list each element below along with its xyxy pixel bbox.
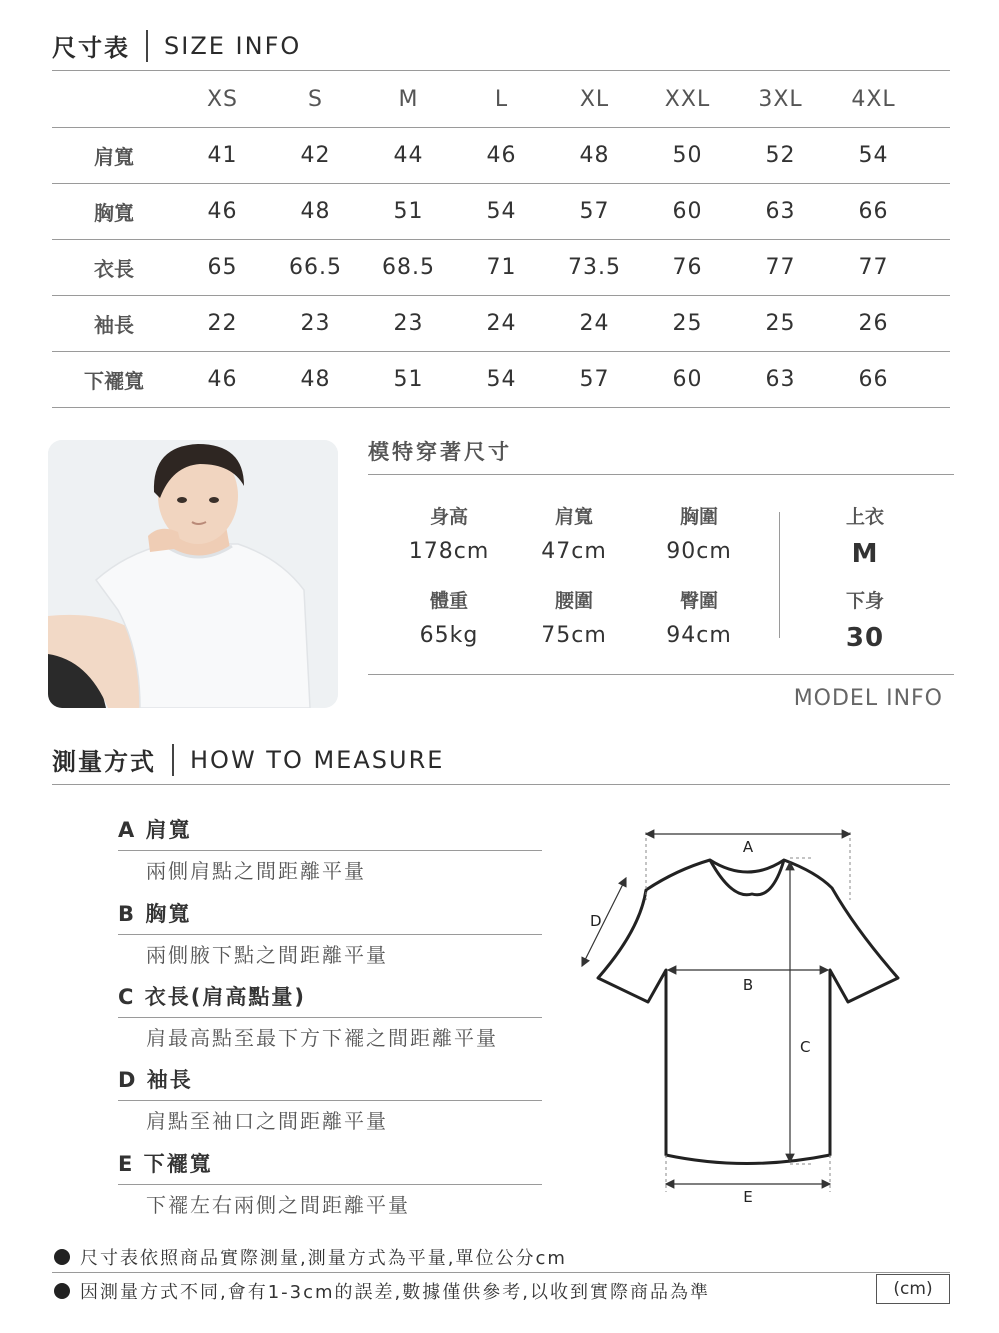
bullet-dot-icon <box>54 1283 70 1299</box>
table-cell: 68.5 <box>382 255 435 280</box>
table-cell: 24 <box>579 311 610 336</box>
label-b: B <box>742 976 754 994</box>
model-shoulder <box>509 502 639 564</box>
table-cell: 42 <box>300 143 331 168</box>
table-cell: 22 <box>207 311 238 336</box>
table-cell: 25 <box>672 311 703 336</box>
size-col-header: 3XL <box>758 87 803 112</box>
measure-item-desc: 兩側腋下點之間距離平量 <box>146 943 388 967</box>
size-info-title <box>52 28 301 63</box>
model-chest <box>634 502 764 564</box>
bottom-label: 下身 <box>845 590 884 612</box>
note-tolerance <box>54 1278 710 1304</box>
size-header-row <box>52 72 950 128</box>
table-cell: 46 <box>207 367 238 392</box>
measure-item-desc: 肩最高點至最下方下襬之間距離平量 <box>146 1026 498 1050</box>
table-cell: 57 <box>579 367 610 392</box>
model-illustration <box>48 440 338 708</box>
hip-value: 94cm <box>666 623 732 648</box>
chest-value: 90cm <box>666 539 732 564</box>
size-title-en: SIZE INFO <box>164 31 302 60</box>
size-col-header: 4XL <box>851 87 896 112</box>
label-c: C <box>800 1038 811 1056</box>
note-text: 尺寸表依照商品實際測量,測量方式為平量,單位公分cm <box>80 1248 567 1269</box>
size-title-zh: 尺寸表 <box>52 34 130 62</box>
measure-title-zh: 測量方式 <box>52 748 156 776</box>
measure-item-d <box>118 1064 542 1134</box>
row-label: 袖長 <box>94 313 134 337</box>
top-size-value: M <box>851 539 879 569</box>
model-divider <box>779 512 780 638</box>
table-cell: 24 <box>486 311 517 336</box>
label-a: A <box>742 838 754 856</box>
table-cell: 48 <box>300 367 331 392</box>
table-cell: 63 <box>765 367 796 392</box>
model-bottom-rule <box>368 674 954 675</box>
label-e: E <box>743 1188 753 1206</box>
measure-item-b <box>118 898 542 968</box>
size-col-header: XXL <box>664 87 711 112</box>
model-info-caption: MODEL INFO <box>793 686 943 711</box>
size-table <box>52 72 950 408</box>
table-cell: 66 <box>858 367 889 392</box>
table-cell: 41 <box>207 143 238 168</box>
model-photo <box>48 440 338 708</box>
table-cell: 71 <box>486 255 517 280</box>
note-text: 因測量方式不同,會有1-3cm的誤差,數據僅供參考,以收到實際商品為準 <box>80 1282 710 1303</box>
measure-item-head: C 衣長(肩高點量) <box>118 985 306 1009</box>
label-d: D <box>590 912 602 930</box>
size-col-header: S <box>308 87 323 112</box>
size-col-header: XL <box>579 87 610 112</box>
model-title-rule <box>368 474 954 475</box>
measure-item-rule <box>118 934 542 935</box>
measure-item-e <box>118 1148 542 1218</box>
table-cell: 77 <box>765 255 796 280</box>
table-cell: 52 <box>765 143 796 168</box>
table-cell: 44 <box>393 143 424 168</box>
table-cell: 26 <box>858 311 889 336</box>
table-cell: 25 <box>765 311 796 336</box>
table-cell: 66.5 <box>289 255 342 280</box>
how-to-measure-title <box>52 742 444 777</box>
measure-item-c <box>118 981 542 1051</box>
table-cell: 54 <box>858 143 889 168</box>
measure-item-head: B 胸寬 <box>118 902 192 926</box>
table-cell: 65 <box>207 255 238 280</box>
title-rule <box>52 70 950 71</box>
table-row <box>52 240 950 296</box>
measure-item-a <box>118 814 542 884</box>
table-cell: 66 <box>858 199 889 224</box>
table-cell: 48 <box>300 199 331 224</box>
waist-label: 腰圍 <box>554 590 593 612</box>
table-cell: 23 <box>393 311 424 336</box>
size-col-header: XS <box>206 87 239 112</box>
table-cell: 54 <box>486 199 517 224</box>
model-bottom-size <box>800 586 930 653</box>
model-hip <box>634 586 764 648</box>
row-label: 胸寬 <box>94 201 134 225</box>
model-waist <box>509 586 639 648</box>
row-label: 衣長 <box>94 257 134 281</box>
table-cell: 54 <box>486 367 517 392</box>
measure-title-rule <box>52 784 950 785</box>
row-label: 下襬寬 <box>84 369 144 393</box>
table-cell: 50 <box>672 143 703 168</box>
measure-item-desc: 兩側肩點之間距離平量 <box>146 859 366 883</box>
tshirt-diagram-icon <box>576 820 906 1210</box>
table-cell: 46 <box>207 199 238 224</box>
title-separator <box>146 30 148 62</box>
model-weight <box>384 586 514 648</box>
shoulder-value: 47cm <box>541 539 607 564</box>
title-separator <box>172 744 174 776</box>
table-cell: 77 <box>858 255 889 280</box>
table-cell: 60 <box>672 199 703 224</box>
height-value: 178cm <box>408 539 490 564</box>
hip-label: 臀圍 <box>679 590 718 612</box>
top-label: 上衣 <box>845 506 884 528</box>
measure-item-rule <box>118 850 542 851</box>
table-cell: 60 <box>672 367 703 392</box>
measure-item-rule <box>118 1184 542 1185</box>
bottom-size-value: 30 <box>845 623 885 653</box>
table-cell: 73.5 <box>568 255 621 280</box>
table-cell: 63 <box>765 199 796 224</box>
chest-label: 胸圍 <box>679 506 718 528</box>
measure-item-desc: 下襬左右兩側之間距離平量 <box>146 1193 410 1217</box>
shoulder-label: 肩寬 <box>554 506 593 528</box>
table-cell: 51 <box>393 199 424 224</box>
table-row <box>52 128 950 184</box>
table-cell: 23 <box>300 311 331 336</box>
waist-value: 75cm <box>541 623 607 648</box>
table-cell: 51 <box>393 367 424 392</box>
notes-rule <box>52 1272 950 1273</box>
measure-title-en: HOW TO MEASURE <box>190 745 445 774</box>
measure-item-head: D 袖長 <box>118 1068 193 1092</box>
size-col-header: L <box>494 87 509 112</box>
table-row <box>52 296 950 352</box>
measure-item-rule <box>118 1100 542 1101</box>
note-unit <box>54 1244 567 1270</box>
model-top-size <box>800 502 930 569</box>
bullet-dot-icon <box>54 1249 70 1265</box>
table-cell: 57 <box>579 199 610 224</box>
weight-label: 體重 <box>429 590 468 612</box>
table-row <box>52 352 950 408</box>
table-row <box>52 184 950 240</box>
measure-item-head: E 下襬寬 <box>118 1152 213 1176</box>
table-cell: 46 <box>486 143 517 168</box>
table-cell: 48 <box>579 143 610 168</box>
weight-value: 65kg <box>419 623 479 648</box>
table-cell: 76 <box>672 255 703 280</box>
model-info-title: 模特穿著尺寸 <box>368 440 512 464</box>
measure-item-head: A 肩寬 <box>118 818 192 842</box>
model-height <box>384 502 514 564</box>
size-col-header: M <box>398 87 419 112</box>
height-label: 身高 <box>429 506 468 528</box>
measure-item-rule <box>118 1017 542 1018</box>
measure-item-desc: 肩點至袖口之間距離平量 <box>146 1109 388 1133</box>
row-label: 肩寬 <box>94 145 134 169</box>
unit-badge: (cm) <box>876 1274 950 1304</box>
